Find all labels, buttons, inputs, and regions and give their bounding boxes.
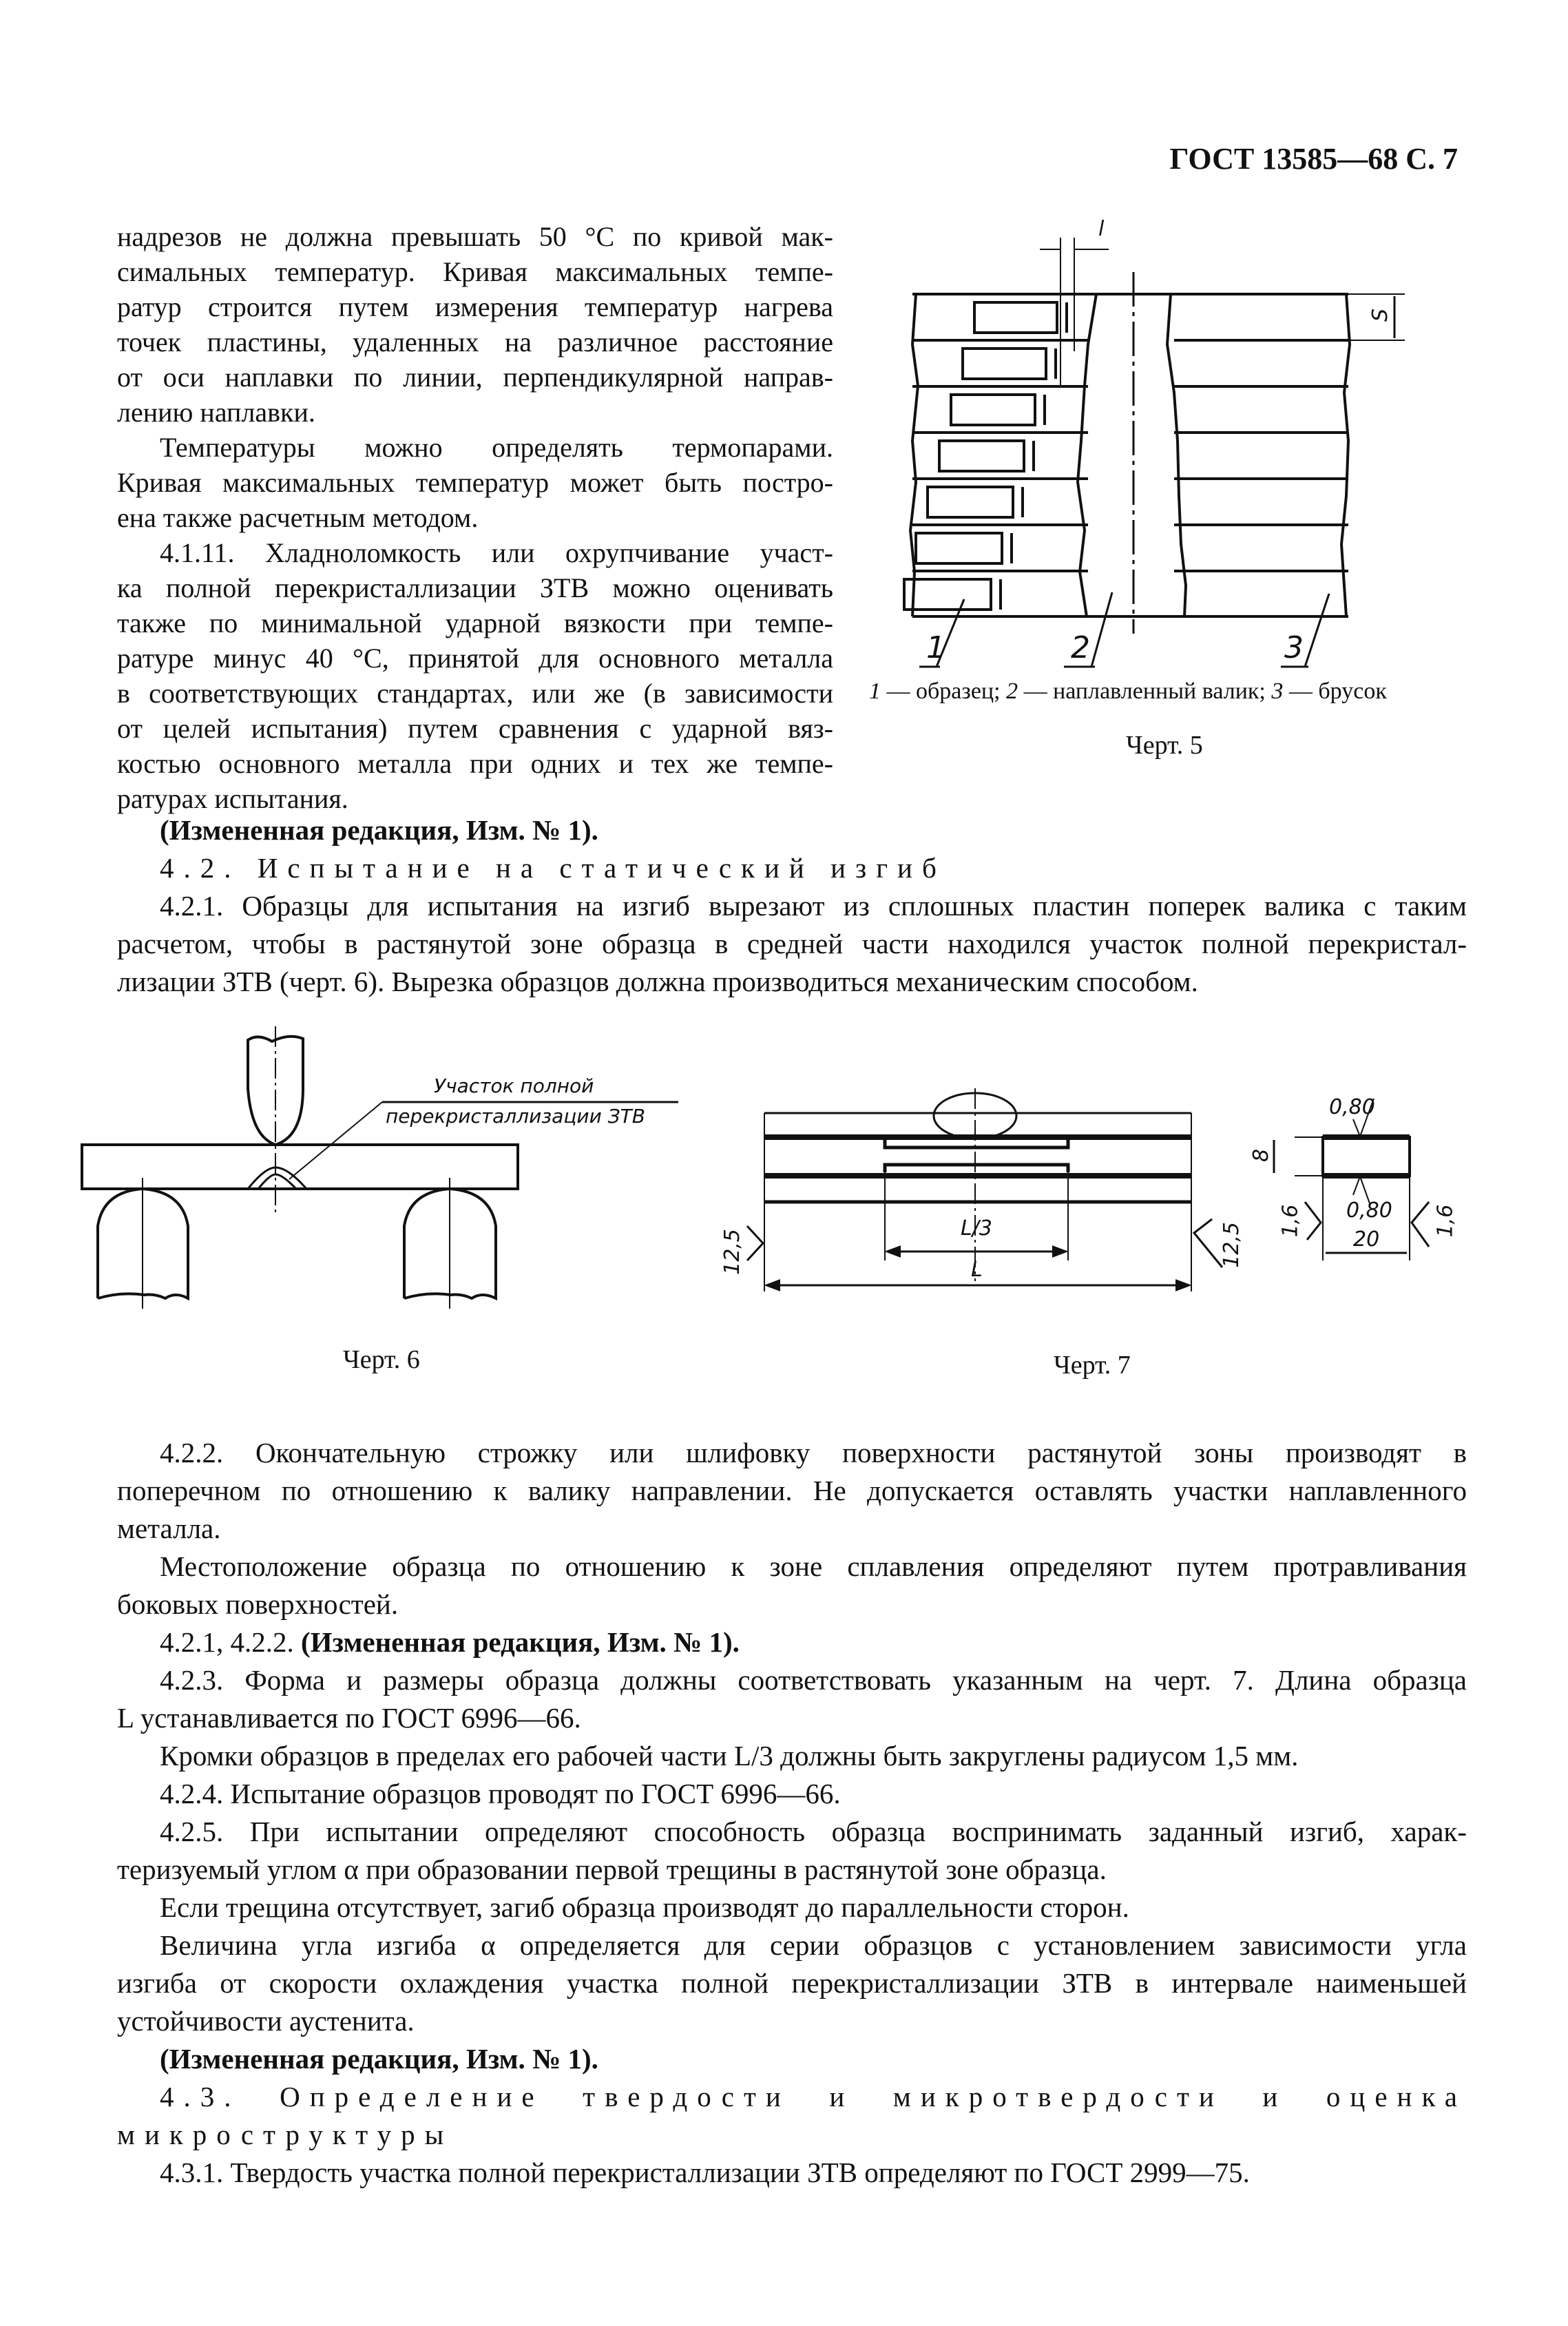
legend-num: 1 <box>869 678 881 704</box>
section-4-2-title: 4.2. Испытание на статический изгиб <box>160 852 946 884</box>
paragraph-line: также по минимальной ударной вязкости при темпе- <box>117 608 833 638</box>
paragraph-line: в соответствующих стандартах, или же (в зависимости <box>117 678 833 709</box>
fig6-label-line2: перекристаллизации ЗТВ <box>386 1105 645 1128</box>
paragraph-line: симальных температур. Кривая максимальных темпе- <box>117 256 833 287</box>
paragraph-line <box>117 2040 1467 2078</box>
amendment-text: (Измененная редакция, Изм. № 1). <box>160 814 598 846</box>
paragraph-line: точек пластины, удаленных на различное расстояние <box>117 326 833 357</box>
paragraph-line <box>117 1889 1467 1927</box>
line-text: 4.3.1. Твердость участка полной перекристаллизации ЗТВ определяют по ГОСТ 2999—75. <box>160 2157 1250 2188</box>
legend-text: — брусок <box>1283 678 1387 704</box>
paragraph-line <box>117 1661 1467 1699</box>
paragraph-line: расчетом, чтобы в растянутой зоне образца в средней части находился участок полной перекристал- <box>117 928 1467 959</box>
line-text: 4.2.3. Форма и размеры образца должны соответствовать указанным на черт. 7. Длина образца <box>160 1664 1467 1696</box>
line-text: микроструктуры <box>117 2119 454 2150</box>
paragraph-line <box>117 1434 1467 1472</box>
paragraph-line <box>117 1623 1467 1661</box>
fig7-dim-8: 8 <box>1249 1148 1274 1163</box>
legend-num: 2 <box>1006 678 1018 704</box>
fig7-dim-l3: L/3 <box>961 1216 992 1240</box>
fig7-rough-side-right: 1,6 <box>1433 1204 1458 1238</box>
paragraph-line: ратурах испытания. <box>117 783 348 814</box>
paragraph-line <box>117 1927 1467 1964</box>
legend-text: — наплавленный валик; <box>1018 678 1272 704</box>
fig7-dim-20: 20 <box>1353 1227 1380 1252</box>
legend-text: — образец; <box>881 678 1007 704</box>
paragraph-line: от оси наплавки по линии, перпендикулярной направ- <box>117 362 833 393</box>
line-text: 4.2.2. Окончательную строжку или шлифовку поверхности растянутой зоны производят в <box>160 1437 1467 1468</box>
line-text: 4.2.1, 4.2.2. <box>160 1626 301 1658</box>
paragraph-line <box>117 1548 1467 1586</box>
line-text: Местоположение образца по отношению к зоне сплавления определяют путем протравливания <box>160 1550 1467 1582</box>
paragraph-line <box>117 1964 1467 2002</box>
fig5-callout-3: 3 <box>1284 630 1304 665</box>
fig5-callout-2: 2 <box>1071 630 1090 665</box>
line-text: Если трещина отсутствует, загиб образца производят до параллельности сторон. <box>160 1891 1129 1923</box>
fig6-caption: Черт. 6 <box>343 1345 420 1374</box>
paragraph-line <box>117 2078 1467 2116</box>
fig6-label-line1: Участок полной <box>434 1074 594 1097</box>
paragraph-line: Кривая максимальных температур может быть постро- <box>117 467 833 498</box>
fig7-rough-bottom: 0,80 <box>1346 1198 1392 1223</box>
paragraph-line <box>117 1510 1467 1548</box>
fig5-dim-l: l <box>1098 217 1105 241</box>
fig5-caption: Черт. 5 <box>1126 731 1203 760</box>
paragraph-line <box>117 1586 1467 1623</box>
line-text: металла. <box>117 1513 221 1544</box>
paragraph-line: 4.1.11. Хладноломкость или охрупчивание участ- <box>160 537 833 568</box>
paragraph-line: ка полной перекристаллизации ЗТВ можно оценивать <box>117 572 833 603</box>
fig7-rough-left: 12,5 <box>720 1229 744 1275</box>
paragraph-line: надрезов не должна превышать 50 °С по кривой мак- <box>117 221 833 252</box>
paragraph-line: от целей испытания) путем сравнения с ударной вяз- <box>117 713 833 744</box>
fig5-dim-s: S <box>1368 308 1393 322</box>
line-text: изгиба от скорости охлаждения участка полной перекристаллизации ЗТВ в интервале наименьшей <box>117 1967 1467 1999</box>
page-header: ГОСТ 13585—68 С. 7 <box>1169 142 1458 176</box>
line-text: L устанавливается по ГОСТ 6996—66. <box>117 1702 581 1734</box>
paragraph-line: костью основного металла при одних и тех же темпе- <box>117 748 833 779</box>
paragraph-line <box>117 1851 1467 1889</box>
paragraph-line <box>117 2154 1467 2192</box>
line-text: Величина угла изгиба α определяется для серии образцов с установлением зависимости угла <box>160 1929 1467 1961</box>
fig5-callout-1: 1 <box>926 630 945 665</box>
fig7-rough-top: 0,80 <box>1329 1095 1375 1119</box>
paragraph-line: ратуре минус 40 °С, принятой для основного металла <box>117 643 833 674</box>
line-text: поперечном по отношению к валику направлении. Не допускается оставлять участки наплавленного <box>117 1475 1467 1506</box>
legend-num: 3 <box>1271 678 1284 704</box>
paragraph-line: 4.2.1. Образцы для испытания на изгиб вырезают из сплошных пластин поперек валика с таким <box>160 890 1467 922</box>
paragraph-line: Температуры можно определять термопарами. <box>160 432 833 463</box>
paragraph-line <box>117 1737 1467 1775</box>
fig7-dim-l: L <box>971 1258 983 1282</box>
paragraph-line <box>117 1775 1467 1813</box>
line-text: 4.2.5. При испытании определяют способность образца воспринимать заданный изгиб, харак- <box>160 1816 1467 1847</box>
paragraph-line: лизации ЗТВ (черт. 6). Вырезка образцов должна производиться механическим способом. <box>117 966 1198 997</box>
body-text <box>117 1434 1467 2192</box>
paragraph-line: ена также расчетным методом. <box>117 502 479 533</box>
line-text: устойчивости аустенита. <box>117 2005 415 2037</box>
amendment-text: (Измененная редакция, Изм. № 1). <box>160 2043 598 2075</box>
line-text: 4.2.4. Испытание образцов проводят по ГОСТ 6996—66. <box>160 1778 841 1809</box>
line-text: 4.3. Определение твердости и микротвердости и оценка <box>160 2081 1467 2112</box>
line-text: боковых поверхностей. <box>117 1588 399 1620</box>
fig7-rough-side-left: 1,6 <box>1278 1204 1303 1238</box>
paragraph-line: лению наплавки. <box>117 397 315 428</box>
fig7-caption: Черт. 7 <box>1054 1351 1131 1380</box>
paragraph-line <box>117 1699 1467 1737</box>
paragraph-line <box>117 1813 1467 1851</box>
paragraph-line <box>117 2002 1467 2040</box>
line-text: теризуемый углом α при образовании первой трещины в растянутой зоне образца. <box>117 1853 1107 1885</box>
fig7-rough-right: 12,5 <box>1219 1222 1244 1268</box>
paragraph-line: ратур строится путем измерения температур нагрева <box>117 291 833 322</box>
paragraph-line <box>117 1472 1467 1510</box>
amendment-text: (Измененная редакция, Изм. № 1). <box>301 1626 740 1658</box>
paragraph-line <box>117 2116 1467 2154</box>
line-text: Кромки образцов в пределах его рабочей части L/3 должны быть закруглены радиусом 1,5 мм. <box>160 1740 1299 1772</box>
